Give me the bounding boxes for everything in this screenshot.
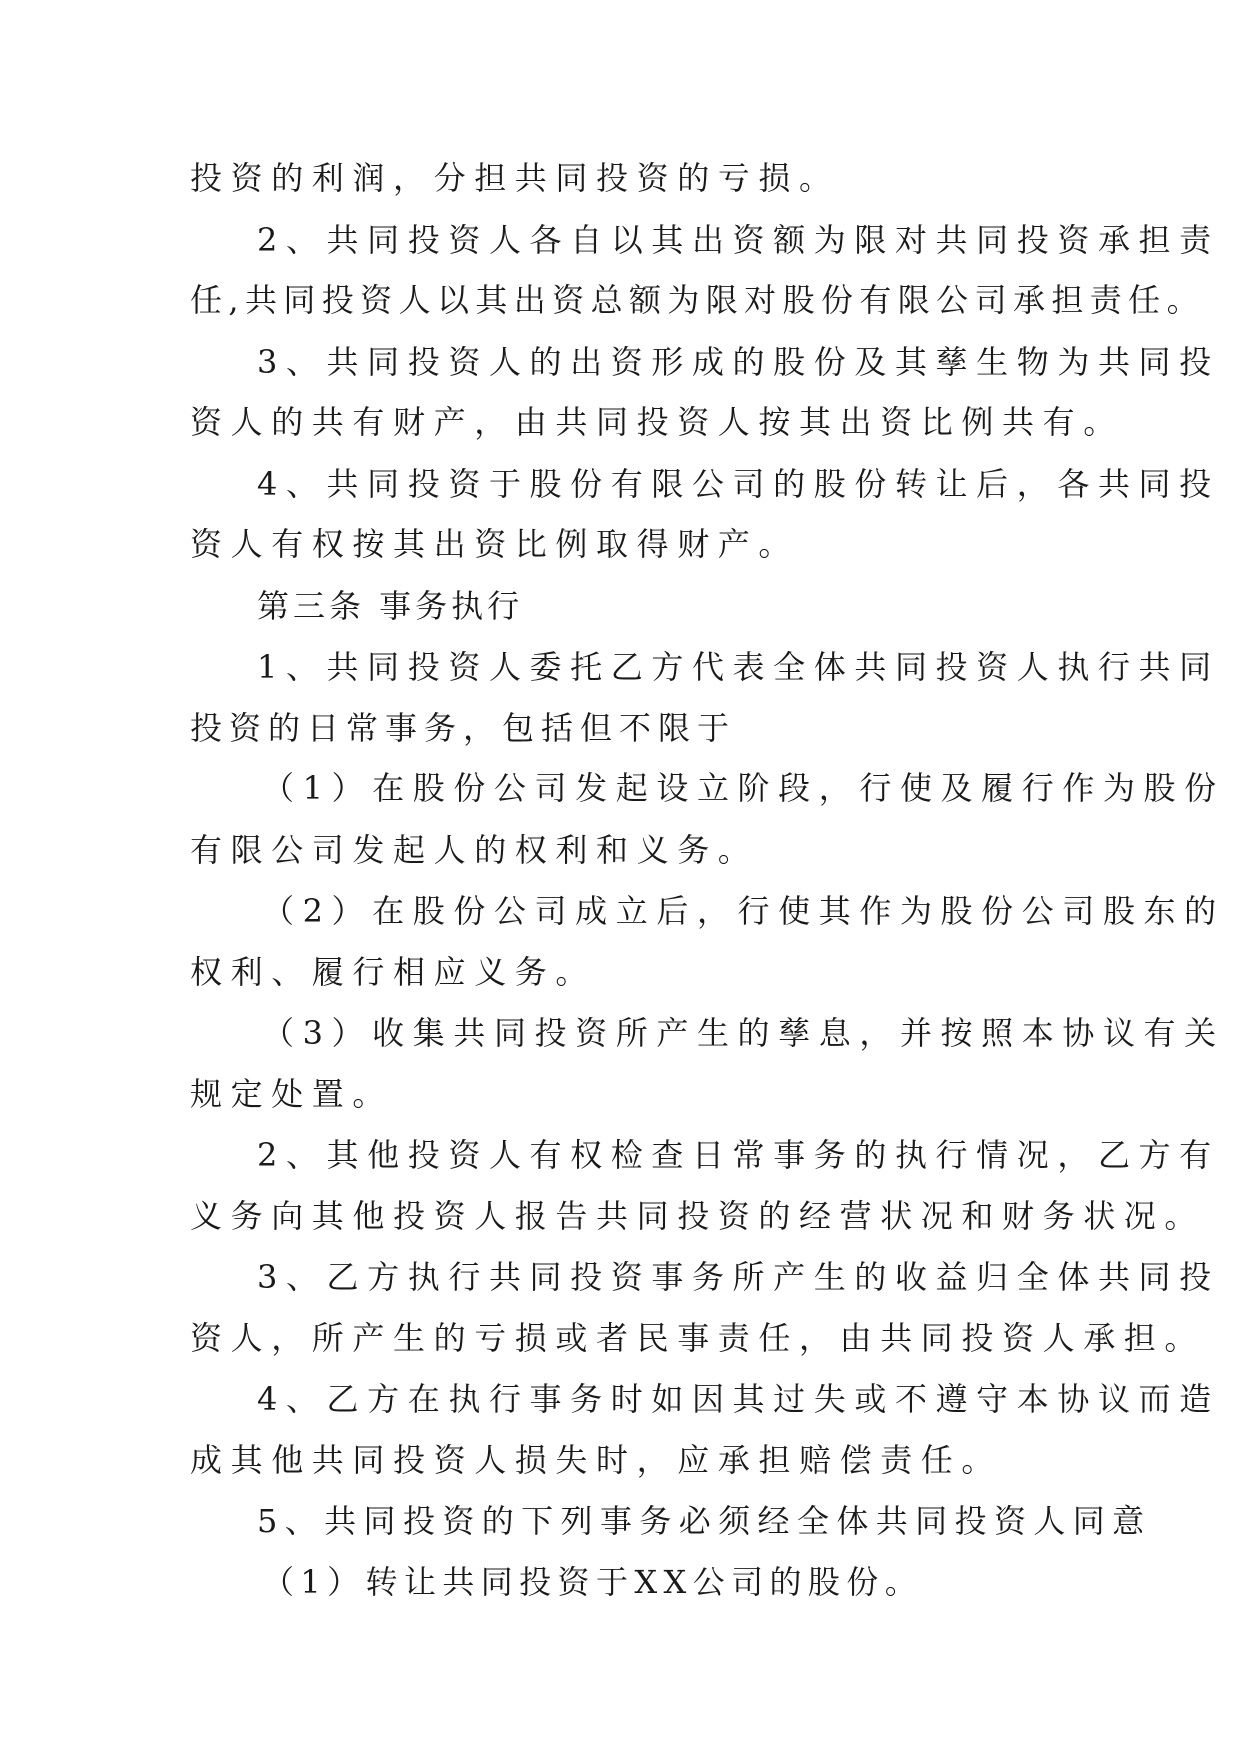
paragraph-line-24: （1）转让共同投资于XX公司的股份。 [262,1563,924,1601]
paragraph-line-10: 投资的日常事务，包括但不限于 [190,709,737,747]
paragraph-line-2: 2、共同投资人各自以其出资额为限对共同投资承担责 [257,221,1220,259]
paragraph-line-20: 资人，所产生的亏损或者民事责任，由共同投资人承担。 [190,1319,1206,1357]
paragraph-line-15: （3）收集共同投资所产生的孳息，并按照本协议有关 [262,1014,1225,1052]
paragraph-line-9: 1、共同投资人委托乙方代表全体共同投资人执行共同 [257,648,1220,686]
paragraph-line-4: 3、共同投资人的出资形成的股份及其孳生物为共同投 [257,343,1220,381]
paragraph-line-19: 3、乙方执行共同投资事务所产生的收益归全体共同投 [257,1258,1220,1296]
paragraph-line-11: （1）在股份公司发起设立阶段，行使及履行作为股份 [262,769,1225,807]
paragraph-line-21: 4、乙方在执行事务时如因其过失或不遵守本协议而造 [257,1380,1220,1418]
section-heading: 第三条 事务执行 [257,587,524,625]
paragraph-line-18: 义务向其他投资人报告共同投资的经营状况和财务状况。 [190,1197,1206,1235]
paragraph-line-23: 5、共同投资的下列事务必须经全体共同投资人同意 [257,1502,1152,1540]
paragraph-line-17: 2、其他投资人有权检查日常事务的执行情况，乙方有 [257,1136,1220,1174]
paragraph-line-14: 权利、履行相应义务。 [190,953,597,991]
paragraph-line-22: 成其他共同投资人损失时，应承担赔偿责任。 [190,1441,1003,1479]
paragraph-line-16: 规定处置。 [190,1075,394,1113]
paragraph-line-5: 资人的共有财产，由共同投资人按其出资比例共有。 [190,403,1124,441]
paragraph-line-13: （2）在股份公司成立后，行使其作为股份公司股东的 [262,892,1225,930]
paragraph-line-6: 4、共同投资于股份有限公司的股份转让后，各共同投 [257,465,1220,503]
paragraph-line-7: 资人有权按其出资比例取得财产。 [190,525,800,563]
paragraph-line-1: 投资的利润，分担共同投资的亏损。 [190,159,840,197]
paragraph-line-12: 有限公司发起人的权利和义务。 [190,831,759,869]
paragraph-line-3: 任,共同投资人以其出资总额为限对股份有限公司承担责任。 [190,281,1205,319]
